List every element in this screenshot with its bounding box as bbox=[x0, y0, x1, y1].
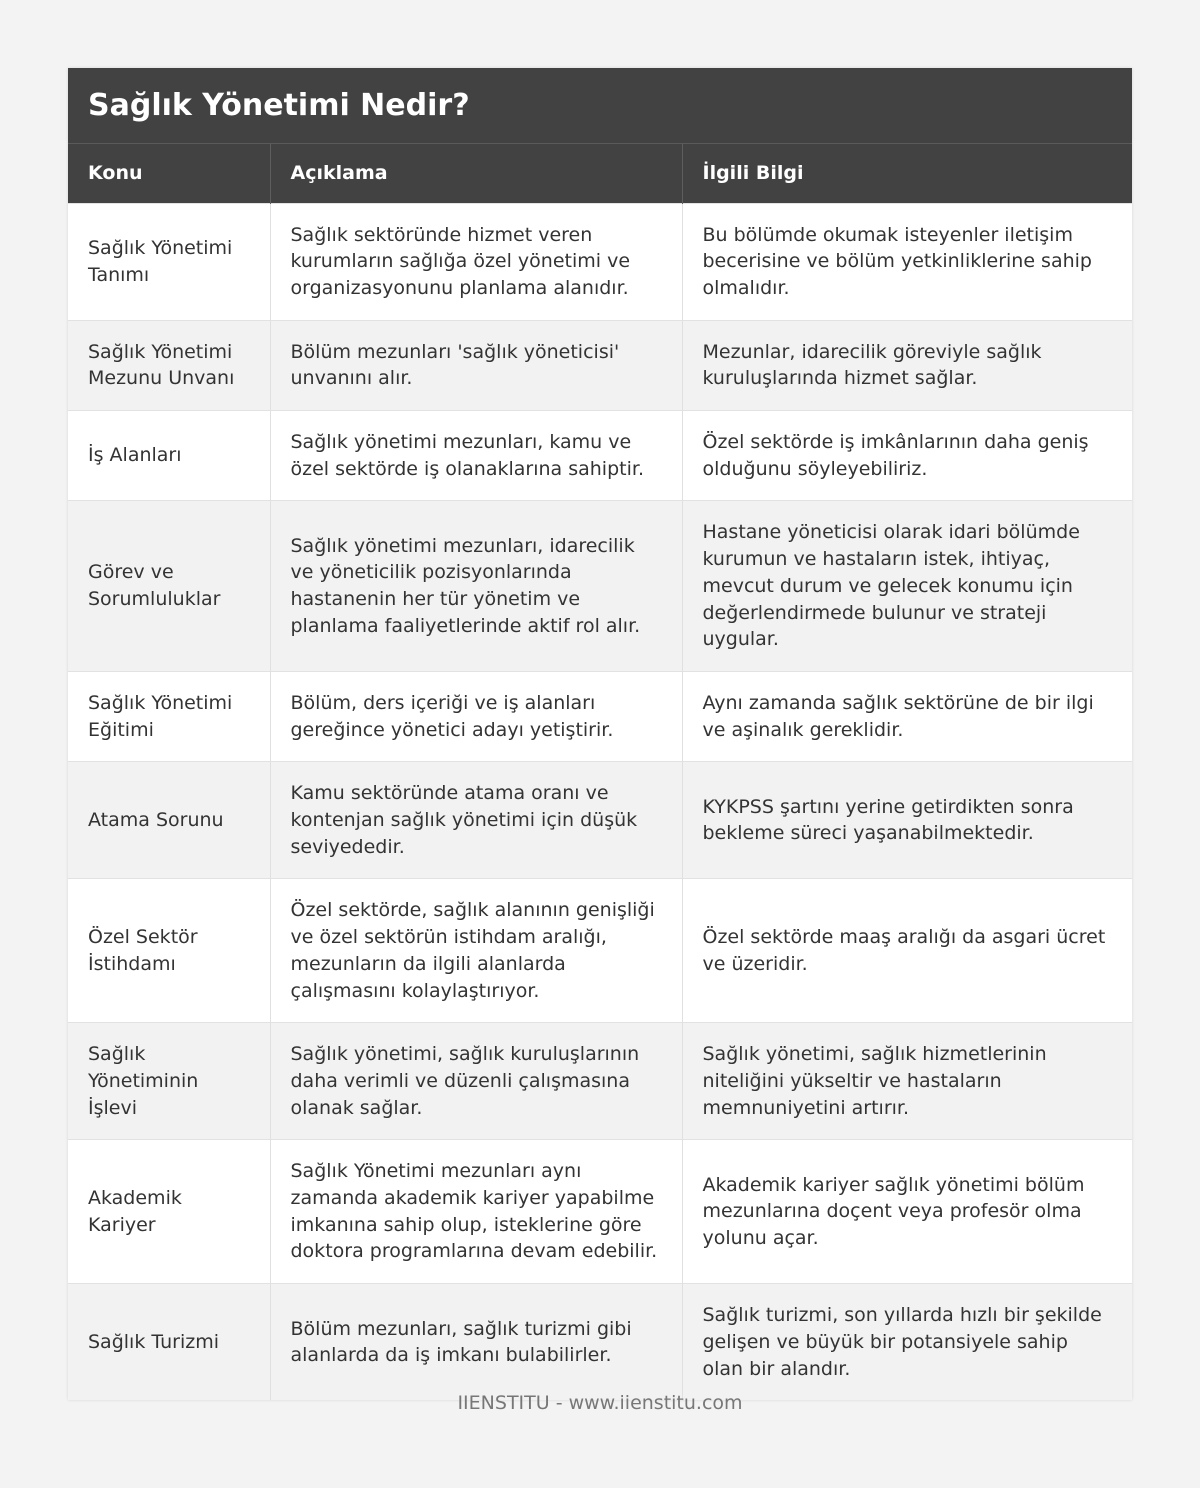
cell-konu: Atama Sorunu bbox=[68, 762, 270, 879]
table-header-row bbox=[68, 144, 1132, 203]
cell-konu: Sağlık Yönetiminin İşlevi bbox=[68, 1023, 270, 1140]
table-row bbox=[68, 671, 1132, 761]
cell-konu: Görev ve Sorumluluklar bbox=[68, 501, 270, 672]
cell-konu: Akademik Kariyer bbox=[68, 1140, 270, 1284]
cell-aciklama: Bölüm mezunları 'sağlık yöneticisi' unvanını alır. bbox=[270, 320, 682, 410]
header-ilgili-bilgi: İlgili Bilgi bbox=[702, 162, 804, 185]
content-card bbox=[68, 68, 1132, 1400]
title-bar bbox=[68, 68, 1132, 144]
cell-aciklama: Sağlık yönetimi, sağlık kuruluşlarının daha verimli ve düzenli çalışmasına olanak sağlar. bbox=[270, 1023, 682, 1140]
cell-aciklama: Sağlık yönetimi mezunları, kamu ve özel sektörde iş olanaklarına sahiptir. bbox=[270, 411, 682, 501]
cell-konu: Özel Sektör İstihdamı bbox=[68, 879, 270, 1023]
header-konu: Konu bbox=[68, 144, 270, 203]
table-row bbox=[68, 1284, 1132, 1401]
table-row bbox=[68, 320, 1132, 410]
footer-credit: IIENSTITU - www.iienstitu.com bbox=[457, 1392, 743, 1414]
table-row bbox=[68, 411, 1132, 501]
cell-aciklama: Kamu sektöründe atama oranı ve kontenjan sağlık yönetimi için düşük seviyededir. bbox=[270, 762, 682, 879]
cell-ilgili-bilgi: Akademik kariyer sağlık yönetimi bölüm mezunlarına doçent veya profesör olma yolunu açar. bbox=[682, 1140, 1132, 1284]
cell-aciklama: Sağlık yönetimi mezunları, idarecilik ve yöneticilik pozisyonlarında hastanenin her tür yönetim ve planlama faaliyetlerinde aktif rol alır. bbox=[270, 501, 682, 672]
cell-konu: Sağlık Yönetimi Tanımı bbox=[68, 203, 270, 320]
table-row bbox=[68, 879, 1132, 1023]
info-table bbox=[68, 144, 1132, 1400]
cell-aciklama: Sağlık Yönetimi mezunları aynı zamanda akademik kariyer yapabilme imkanına sahip olup, isteklerine göre doktora programlarına devam edebilir. bbox=[270, 1140, 682, 1284]
cell-ilgili-bilgi: Mezunlar, idarecilik göreviyle sağlık kuruluşlarında hizmet sağlar. bbox=[682, 320, 1132, 410]
cell-konu: İş Alanları bbox=[68, 411, 270, 501]
cell-ilgili-bilgi: Bu bölümde okumak isteyenler iletişim becerisine ve bölüm yetkinliklerine sahip olmalıdır. bbox=[682, 203, 1132, 320]
cell-aciklama: Özel sektörde, sağlık alanının genişliği ve özel sektörün istihdam aralığı, mezunların da ilgili alanlarda çalışmasını kolaylaştırıyor. bbox=[270, 879, 682, 1023]
header-aciklama: Açıklama bbox=[270, 144, 682, 203]
cell-ilgili-bilgi: Özel sektörde iş imkânlarının daha geniş olduğunu söyleyebiliriz. bbox=[682, 411, 1132, 501]
cell-ilgili-bilgi: Hastane yöneticisi olarak idari bölümde kurumun ve hastaların istek, ihtiyaç, mevcut durum ve gelecek konumu için değerlendirmede bulunur ve strateji uygular. bbox=[682, 501, 1132, 672]
cell-aciklama: Sağlık sektöründe hizmet veren kurumların sağlığa özel yönetimi ve organizasyonunu planlama alanıdır. bbox=[270, 203, 682, 320]
cell-ilgili-bilgi: KYKPSS şartını yerine getirdikten sonra bekleme süreci yaşanabilmektedir. bbox=[682, 762, 1132, 879]
table-row bbox=[68, 1023, 1132, 1140]
cell-ilgili-bilgi: Sağlık yönetimi, sağlık hizmetlerinin niteliğini yükseltir ve hastaların memnuniyetini artırır. bbox=[682, 1023, 1132, 1140]
page-title: Sağlık Yönetimi Nedir? bbox=[88, 88, 470, 123]
cell-konu: Sağlık Yönetimi Mezunu Unvanı bbox=[68, 320, 270, 410]
table-row bbox=[68, 1140, 1132, 1284]
table-row bbox=[68, 762, 1132, 879]
cell-ilgili-bilgi: Sağlık turizmi, son yıllarda hızlı bir şekilde gelişen ve büyük bir potansiyele sahip olan bir alandır. bbox=[682, 1284, 1132, 1401]
cell-aciklama: Bölüm mezunları, sağlık turizmi gibi alanlarda da iş imkanı bulabilirler. bbox=[270, 1284, 682, 1401]
cell-ilgili-bilgi: Aynı zamanda sağlık sektörüne de bir ilgi ve aşinalık gereklidir. bbox=[682, 671, 1132, 761]
cell-konu: Sağlık Turizmi bbox=[68, 1284, 270, 1401]
cell-ilgili-bilgi: Özel sektörde maaş aralığı da asgari ücret ve üzeridir. bbox=[682, 879, 1132, 1023]
table-row bbox=[68, 203, 1132, 320]
cell-aciklama: Bölüm, ders içeriği ve iş alanları gereğince yönetici adayı yetiştirir. bbox=[270, 671, 682, 761]
table-row bbox=[68, 501, 1132, 672]
cell-konu: Sağlık Yönetimi Eğitimi bbox=[68, 671, 270, 761]
